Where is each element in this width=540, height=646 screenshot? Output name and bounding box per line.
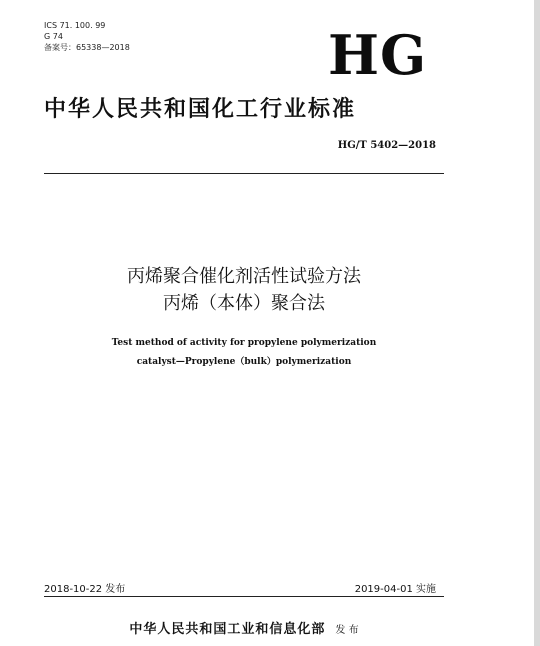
chinese-title-line-2: 丙烯（本体）聚合法 [163,293,325,314]
hg-logo: HG [328,23,428,87]
page-edge [534,0,540,646]
english-title-line-1: Test method of activity for propylene polymerization [111,338,377,348]
ics-code: ICS 71. 100. 99 [44,21,106,30]
chinese-title-line-1: 丙烯聚合催化剂活性试验方法 [127,266,361,287]
standard-code: HG/T 5402—2018 [337,140,436,151]
filing-number: 备案号：65338—2018 [44,43,130,52]
implementation-date: 2019-04-01 实施 [354,584,436,595]
publisher-org: 中华人民共和国工业和信息化部 [129,622,326,637]
classification-code: G 74 [44,32,63,41]
publisher-line [44,618,444,637]
metadata-block [44,20,130,53]
standard-title: 中华人民共和国化工行业标准 [44,97,357,122]
issue-date: 2018-10-22 发布 [44,584,126,595]
english-title-line-2: catalyst—Propylene（bulk）polymerization [136,357,352,367]
top-divider [44,173,444,174]
publish-action: 发 布 [335,625,359,636]
bottom-divider [44,596,444,597]
